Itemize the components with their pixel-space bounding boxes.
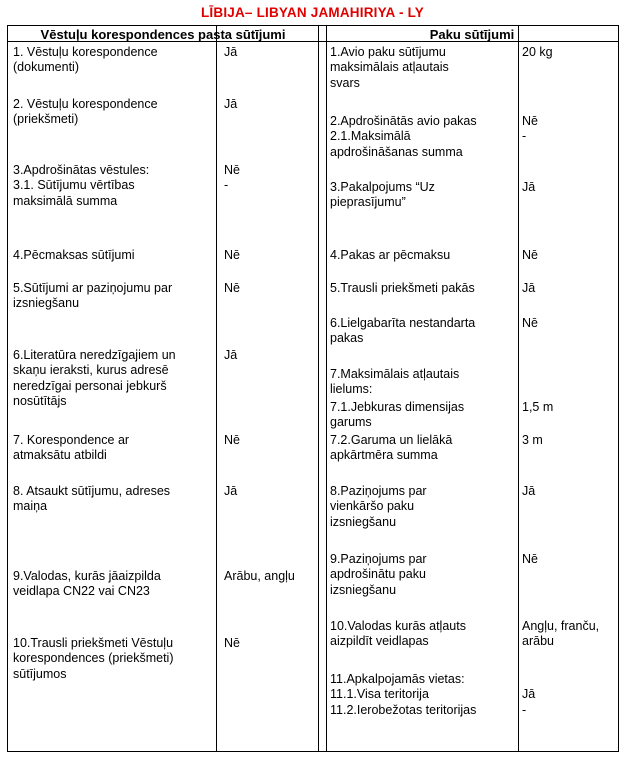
- label-line: 2. Vēstuļu korespondence: [13, 97, 158, 111]
- label-line: 8.Paziņojums par: [330, 484, 427, 498]
- value-line: Jā: [224, 484, 238, 498]
- label-line: 2.Apdrošinātās avio pakas: [330, 114, 477, 128]
- value-line: Jā: [522, 180, 536, 194]
- row-value: [522, 672, 535, 718]
- value-line: Jā: [224, 45, 238, 59]
- label-line: 7. Korespondence ar: [13, 433, 130, 447]
- label-line: 9.Valodas, kurās jāaizpilda: [13, 569, 161, 583]
- value-line: Jā: [224, 97, 238, 111]
- label-line: aizpildīt veidlapas: [330, 634, 429, 649]
- label-line: 6.Literatūra neredzīgajiem un: [13, 348, 176, 362]
- row-value: [522, 114, 538, 145]
- row-value: [224, 45, 237, 60]
- row-value: [224, 97, 237, 112]
- row-label: [13, 97, 158, 128]
- row-value: [522, 433, 543, 448]
- row-label: [330, 316, 475, 347]
- row-value: [224, 484, 237, 499]
- row-label: [330, 281, 475, 296]
- column-divider: [518, 26, 519, 751]
- row-label: [13, 248, 135, 263]
- label-line: apdrošinātu paku: [330, 567, 426, 582]
- value-line: Nē: [224, 281, 240, 295]
- value-line: [522, 672, 535, 687]
- label-line: 1.Avio paku sūtījumu: [330, 45, 446, 59]
- value-line: Jā: [224, 348, 238, 362]
- label-line: (priekšmeti): [13, 112, 79, 127]
- value-line: -: [522, 129, 527, 144]
- row-label: [330, 484, 427, 530]
- label-line: 1. Vēstuļu korespondence: [13, 45, 158, 59]
- label-line: korespondences (priekšmeti): [13, 651, 174, 666]
- label-line: 6.Lielgabarīta nestandarta: [330, 316, 476, 330]
- row-label: [13, 281, 172, 312]
- row-label: [330, 672, 476, 718]
- row-value: [224, 348, 237, 363]
- label-line: 5.Sūtījumi ar paziņojumu par: [13, 281, 173, 295]
- label-line: pakas: [330, 331, 364, 346]
- label-line: 11.2.Ierobežotas teritorijas: [330, 702, 477, 717]
- value-line: Jā: [522, 281, 536, 295]
- row-label: [13, 484, 170, 515]
- label-line: apdrošināšanas summa: [330, 144, 463, 159]
- label-line: lielums:: [330, 382, 373, 397]
- label-line: skaņu ieraksti, kurus adresē: [13, 363, 169, 378]
- row-label: [330, 180, 435, 211]
- label-line: 4.Pēcmaksas sūtījumi: [13, 248, 135, 262]
- label-line: svars: [330, 75, 360, 90]
- row-value: [522, 484, 535, 499]
- row-label: [13, 636, 174, 682]
- label-line: 11.Apkalpojamās vietas:: [330, 672, 465, 686]
- label-line: maksimālais atļautais: [330, 60, 449, 75]
- value-line: Nē: [224, 248, 240, 262]
- label-line: izsniegšanu: [330, 582, 397, 597]
- value-line: 20 kg: [522, 45, 553, 59]
- label-line: 10.Valodas kurās atļauts: [330, 619, 466, 633]
- row-value: [224, 636, 240, 651]
- row-value: [522, 248, 538, 263]
- value-line: Nē: [522, 248, 538, 262]
- label-line: 4.Pakas ar pēcmaksu: [330, 248, 451, 262]
- value-line: Jā: [522, 484, 536, 498]
- services-table: [7, 25, 619, 752]
- label-line: 11.1.Visa teritorija: [330, 687, 429, 702]
- row-label: [13, 163, 149, 209]
- label-line: pieprasījumu”: [330, 195, 406, 210]
- label-line: 3.Pakalpojums “Uz: [330, 180, 435, 194]
- label-line: maiņa: [13, 499, 48, 514]
- value-line: Nē: [224, 433, 240, 447]
- label-line: garums: [330, 415, 372, 430]
- row-label: [330, 45, 449, 91]
- row-value: [522, 281, 535, 296]
- value-line: -: [522, 702, 527, 717]
- label-line: izsniegšanu: [13, 296, 80, 311]
- row-label: [330, 619, 466, 650]
- value-line: Angļu, franču,: [522, 619, 600, 633]
- row-label: [330, 114, 477, 160]
- value-line: Nē: [224, 163, 240, 177]
- row-value: [224, 163, 240, 194]
- label-line: 3.1. Sūtījumu vērtības: [13, 178, 135, 193]
- label-line: vienkāršo paku: [330, 499, 415, 514]
- row-label: [13, 45, 158, 76]
- label-line: veidlapa CN22 vai CN23: [13, 584, 150, 599]
- row-label: [330, 248, 450, 263]
- label-line: (dokumenti): [13, 60, 79, 75]
- label-line: sūtījumos: [13, 666, 67, 681]
- row-value: [522, 180, 535, 195]
- label-line: 2.1.Maksimālā: [330, 129, 411, 144]
- label-line: 5.Trausli priekšmeti pakās: [330, 281, 475, 295]
- label-line: maksimālā summa: [13, 193, 118, 208]
- row-label: [330, 400, 464, 431]
- row-value: [224, 248, 240, 263]
- value-line: 3 m: [522, 433, 543, 447]
- value-line: Jā: [522, 687, 536, 702]
- column-divider: [326, 26, 327, 751]
- row-label: [13, 569, 161, 600]
- row-label: [330, 367, 459, 398]
- row-value: [522, 552, 538, 567]
- document-title: LĪBIJA– LIBYAN JAMAHIRIYA - LY: [200, 5, 425, 20]
- parcels-header: Paku sūtījumi: [429, 27, 515, 42]
- label-line: atmaksātu atbildi: [13, 448, 107, 463]
- row-label: [330, 433, 452, 464]
- label-line: izsniegšanu: [330, 514, 397, 529]
- label-line: 7.2.Garuma un lielākā: [330, 433, 453, 447]
- row-label: [330, 552, 427, 598]
- label-line: apkārtmēra summa: [330, 448, 438, 463]
- label-line: 7.Maksimālais atļautais: [330, 367, 460, 381]
- label-line: neredzīgai personai jebkurš: [13, 378, 167, 393]
- row-value: [224, 433, 240, 448]
- value-line: Nē: [522, 316, 538, 330]
- row-value: [522, 619, 599, 650]
- label-line: nosūtītājs: [13, 394, 67, 409]
- row-label: [13, 348, 176, 410]
- value-line: arābu: [522, 634, 554, 649]
- value-line: -: [224, 178, 229, 193]
- row-label: [13, 433, 129, 464]
- row-value: [522, 316, 538, 331]
- value-line: Nē: [224, 636, 240, 650]
- label-line: 7.1.Jebkuras dimensijas: [330, 400, 465, 414]
- row-value: [522, 400, 553, 415]
- value-line: Arābu, angļu: [224, 569, 295, 583]
- value-line: Nē: [522, 552, 538, 566]
- column-divider: [318, 26, 319, 751]
- value-line: 1,5 m: [522, 400, 554, 414]
- column-divider: [216, 26, 217, 751]
- label-line: 8. Atsaukt sūtījumu, adreses: [13, 484, 171, 498]
- letters-header: Vēstuļu korespondences pasta sūtījumi: [40, 27, 286, 42]
- label-line: 9.Paziņojums par: [330, 552, 427, 566]
- row-value: [224, 569, 295, 584]
- value-line: Nē: [522, 114, 538, 128]
- label-line: 3.Apdrošinātas vēstules:: [13, 163, 150, 177]
- row-value: [522, 45, 553, 60]
- label-line: 10.Trausli priekšmeti Vēstuļu: [13, 636, 174, 650]
- row-value: [224, 281, 240, 296]
